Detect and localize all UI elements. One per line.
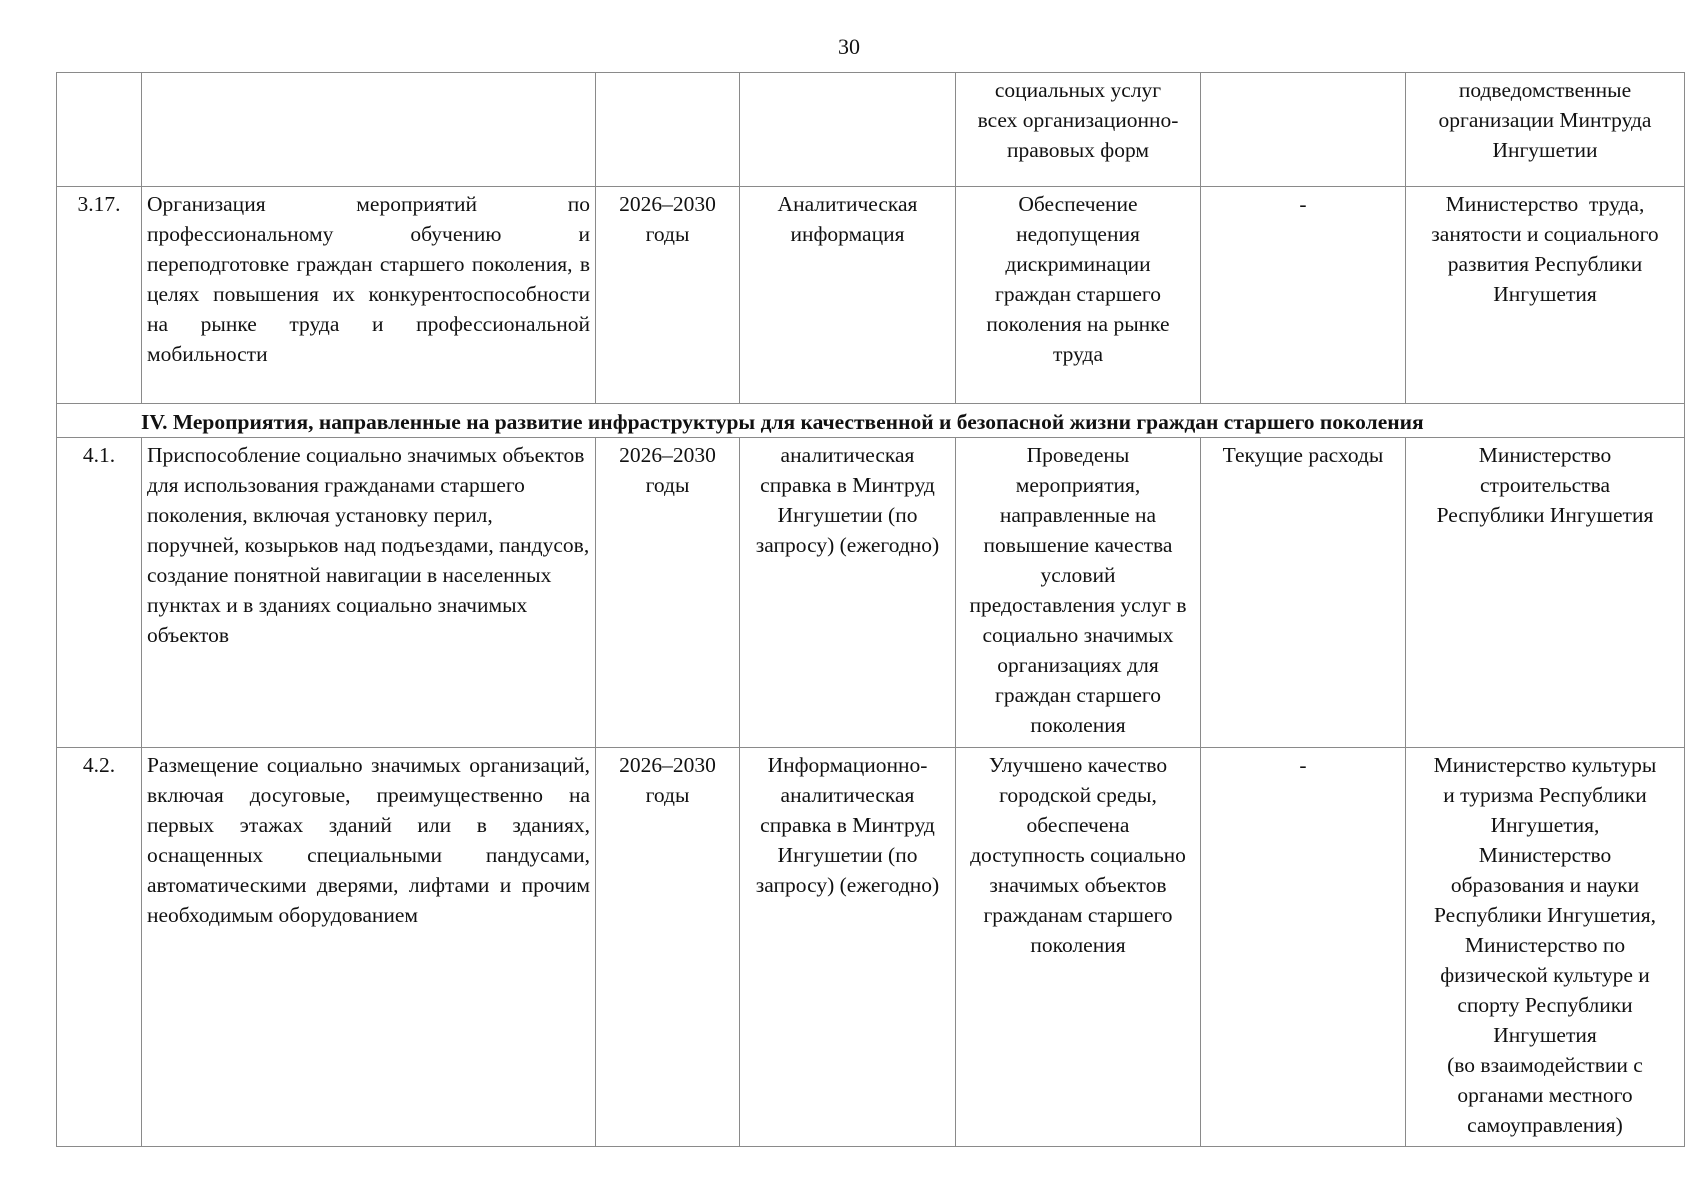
cell-result — [956, 187, 1201, 404]
text-line: граждан старшего — [995, 282, 1161, 306]
cell-funding: - — [1201, 748, 1406, 1147]
text-line: Министерство — [1478, 843, 1612, 867]
cell-period — [596, 73, 740, 187]
text-line: Обеспечение — [1018, 192, 1138, 216]
text-line: 2026–2030 — [619, 753, 716, 777]
cell-period — [596, 748, 740, 1147]
text-line: строительства — [1479, 473, 1611, 497]
text-line: аналитическая — [780, 783, 915, 807]
text-line: предоставления услуг в — [969, 593, 1187, 617]
text-line: органами местного — [1457, 1083, 1633, 1107]
text-line: поколения на рынке — [986, 312, 1170, 336]
cell-activity: Размещение социально значимых организаций, включая досуговые, преимущественно на первых этажах зданий или в зданиях, оснащенных специальными пандусами, автоматическими дверями, лифтами и прочим необходимым оборудованием — [142, 748, 596, 1147]
text-line: обеспечена — [1026, 813, 1130, 837]
cell-funding: - — [1201, 187, 1406, 404]
cell-control — [740, 438, 956, 748]
cell-number: 3.17. — [57, 187, 142, 404]
text-line: запросу) (ежегодно) — [755, 533, 940, 557]
cell-activity: Приспособление социально значимых объектов для использования гражданами старшего поколения, включая установку перил, поручней, козырьков над подъездами, пандусов, создание понятной навигации в населенных пунктах и в зданиях социально значимых объектов — [142, 438, 596, 748]
text-line: доступность социально — [970, 843, 1186, 867]
text-line: развития Республики — [1447, 252, 1643, 276]
cell-period — [596, 438, 740, 748]
cell-responsible — [1406, 73, 1685, 187]
text-line: (во взаимодействии с — [1447, 1053, 1643, 1077]
table-row-continuation — [57, 73, 1685, 187]
text-line: организации Минтруда — [1438, 108, 1652, 132]
text-line: запросу) (ежегодно) — [755, 873, 940, 897]
activities-table — [56, 72, 1685, 1147]
cell-control — [740, 73, 956, 187]
text-line: Ингушетия — [1493, 282, 1597, 306]
cell-result — [956, 438, 1201, 748]
text-line: образования и науки — [1450, 873, 1640, 897]
page-number: 30 — [838, 34, 860, 59]
text-line: граждан старшего — [995, 683, 1161, 707]
text-line: Республики Ингушетия, — [1433, 903, 1657, 927]
cell-funding: Текущие расходы — [1201, 438, 1406, 748]
text-line: 2026–2030 — [619, 443, 716, 467]
text-line: годы — [645, 222, 690, 246]
text-line: поколения — [1030, 713, 1126, 737]
text-line: подведомственные — [1458, 78, 1632, 102]
section-iv-title: IV. Мероприятия, направленные на развитие инфраструктуры для качественной и безопасной жизни граждан старшего поколения — [57, 404, 1685, 438]
text-line: Министерство по — [1464, 933, 1626, 957]
text-line: гражданам старшего — [983, 903, 1173, 927]
cell-result — [956, 748, 1201, 1147]
text-line: направленные на — [999, 503, 1157, 527]
text-line: самоуправления) — [1467, 1113, 1623, 1137]
text-line: социально значимых — [982, 623, 1174, 647]
text-line: Министерство труда, — [1445, 192, 1645, 216]
text-line: Министерство — [1478, 443, 1612, 467]
table-row-4-2 — [57, 748, 1685, 1147]
cell-number — [57, 73, 142, 187]
text-line: 2026–2030 — [619, 192, 716, 216]
text-line: повышение качества — [983, 533, 1173, 557]
text-line: спорту Республики — [1457, 993, 1633, 1017]
cell-number: 4.1. — [57, 438, 142, 748]
table-row-4-1 — [57, 438, 1685, 748]
text-line: условий — [1040, 563, 1116, 587]
text-line: всех организационно- — [977, 108, 1179, 132]
cell-responsible — [1406, 748, 1685, 1147]
text-line: Министерство культуры — [1433, 753, 1657, 777]
cell-control — [740, 187, 956, 404]
text-line: недопущения — [1016, 222, 1140, 246]
text-line: годы — [645, 783, 690, 807]
text-line: Ингушетия, — [1490, 813, 1600, 837]
text-line: Улучшено качество — [988, 753, 1168, 777]
cell-activity — [142, 73, 596, 187]
text-line: Информационно- — [767, 753, 928, 777]
cell-responsible — [1406, 438, 1685, 748]
cell-responsible — [1406, 187, 1685, 404]
text-line: информация — [790, 222, 905, 246]
text-line: городской среды, — [999, 783, 1157, 807]
section-header-row — [57, 404, 1685, 438]
text-line: социальных услуг — [994, 78, 1162, 102]
text-line: аналитическая — [780, 443, 915, 467]
text-line: занятости и социального — [1431, 222, 1659, 246]
text-line: правовых форм — [1007, 138, 1149, 162]
text-line: годы — [645, 473, 690, 497]
text-line: Аналитическая — [777, 192, 918, 216]
text-line: физической культуре и — [1440, 963, 1650, 987]
text-line: справка в Минтруд — [760, 473, 935, 497]
text-line: справка в Минтруд — [760, 813, 935, 837]
cell-funding — [1201, 73, 1406, 187]
text-line: и туризма Республики — [1443, 783, 1647, 807]
cell-control — [740, 748, 956, 1147]
text-line: организациях для — [997, 653, 1159, 677]
text-line: Республики Ингушетия — [1436, 503, 1654, 527]
cell-activity: Организация мероприятий по профессиональному обучению и переподготовке граждан старшего поколения, в целях повышения их конкурентоспособности на рынке труда и профессиональной мобильности — [142, 187, 596, 404]
cell-period — [596, 187, 740, 404]
text-line: Ингушетия — [1493, 1023, 1597, 1047]
text-line: мероприятия, — [1015, 473, 1141, 497]
text-line: Ингушетии — [1492, 138, 1598, 162]
text-line: значимых объектов — [989, 873, 1167, 897]
table-row-3-17 — [57, 187, 1685, 404]
cell-result — [956, 73, 1201, 187]
text-line: дискриминации — [1005, 252, 1151, 276]
text-line: поколения — [1030, 933, 1126, 957]
text-line: труда — [1052, 342, 1103, 366]
text-line: Проведены — [1026, 443, 1130, 467]
cell-number: 4.2. — [57, 748, 142, 1147]
text-line: Ингушетии (по — [777, 843, 918, 867]
text-line: Ингушетии (по — [777, 503, 918, 527]
